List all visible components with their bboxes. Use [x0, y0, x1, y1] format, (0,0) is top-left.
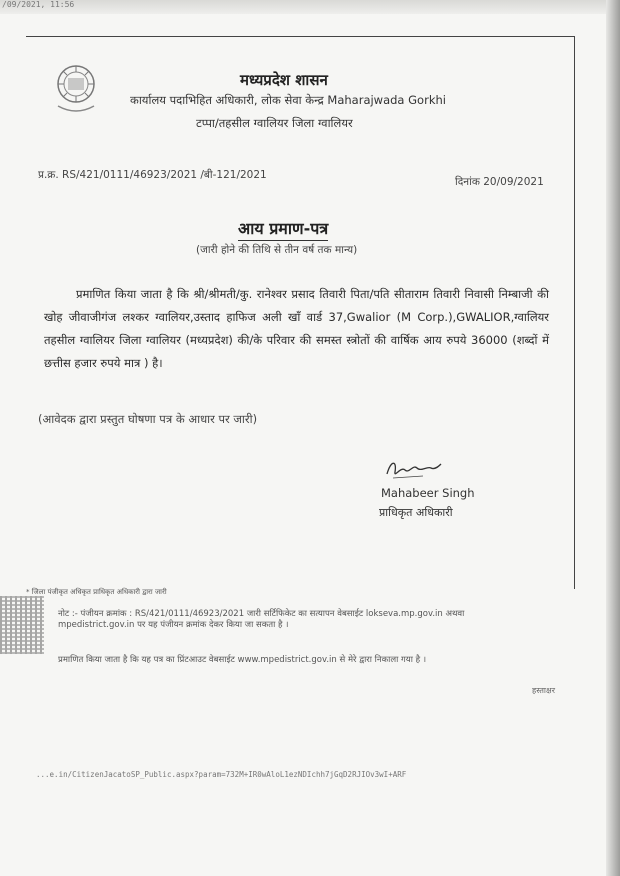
signatory-designation: प्राधिकृत अधिकारी — [379, 506, 453, 519]
source-url: ...e.in/CitizenJacatoSP_Public.aspx?param=732M+IR0wAloL1ezNDIchh7jGqD2RJIOv3wI+ARF — [36, 770, 407, 779]
verification-footnote: नोट :- पंजीयन क्रमांक : RS/421/0111/46923/2021 जारी सर्टिफिकेट का सत्यापन वेबसाईट lokseva.mp.gov.in अथवा mpedistrict.gov.in पर यह पंजीयन क्रमांक देकर किया जा सकता है । — [58, 609, 465, 630]
header-tehsil: टप्पा/तहसील ग्वालियर जिला ग्वालियर — [196, 116, 353, 130]
qr-code — [0, 596, 44, 654]
header-title: मध्यप्रदेश शासन — [240, 71, 328, 89]
signatory-name: Mahabeer Singh — [381, 486, 475, 500]
handwritten-signature — [383, 456, 443, 482]
certificate-title: आय प्रमाण-पत्र — [238, 217, 328, 241]
certificate-body — [44, 283, 549, 375]
header-office: कार्यालय पदाभिहित अधिकारी, लोक सेवा केन्द्र Maharajwada Gorkhi — [130, 93, 446, 107]
printout-footnote: प्रमाणित किया जाता है कि यह पत्र का प्रिंटआउट वेबसाईट www.mpedistrict.gov.in से मेरे द्वारा निकाला गया है । — [58, 655, 427, 665]
scan-top-edge — [0, 0, 620, 14]
scan-right-shadow — [606, 0, 620, 876]
validity-note: (जारी होने की तिथि से तीन वर्ष तक मान्य) — [196, 244, 358, 256]
issued-basis-note: (आवेदक द्वारा प्रस्तुत घोषणा पत्र के आधार पर जारी) — [38, 412, 258, 426]
issuance-note: * जिला पंजीकृत अधिकृत प्राधिकृत अधिकारी द्वारा जारी — [26, 588, 167, 596]
government-emblem-icon — [52, 62, 100, 116]
certificate-body-text: प्रमाणित किया जाता है कि श्री/श्रीमती/कु. रानेश्वर प्रसाद तिवारी पिता/पति सीताराम तिवारी निवासी निम्बाजी की खोह जीवाजीगंज लश्कर ग्वालियर,उस्ताद हाफिज अली खाँ वार्ड 37,Gwalior (M Corp.),GWALIOR,ग्वालियर तहसील ग्वालियर जिला ग्वालियर (मध्यप्रदेश) की/के परिवार की समस्त स्त्रोतों की वार्षिक आय रुपये 36000 (शब्दों में छत्तीस हजार रुपये मात्र ) है। — [44, 287, 549, 370]
reference-number: प्र.क्र. RS/421/0111/46923/2021 /बी-121/2021 — [38, 169, 267, 181]
signature-label: हस्ताक्षर — [532, 686, 555, 695]
print-timestamp: /09/2021, 11:56 — [2, 0, 75, 9]
issue-date: दिनांक 20/09/2021 — [455, 176, 544, 188]
